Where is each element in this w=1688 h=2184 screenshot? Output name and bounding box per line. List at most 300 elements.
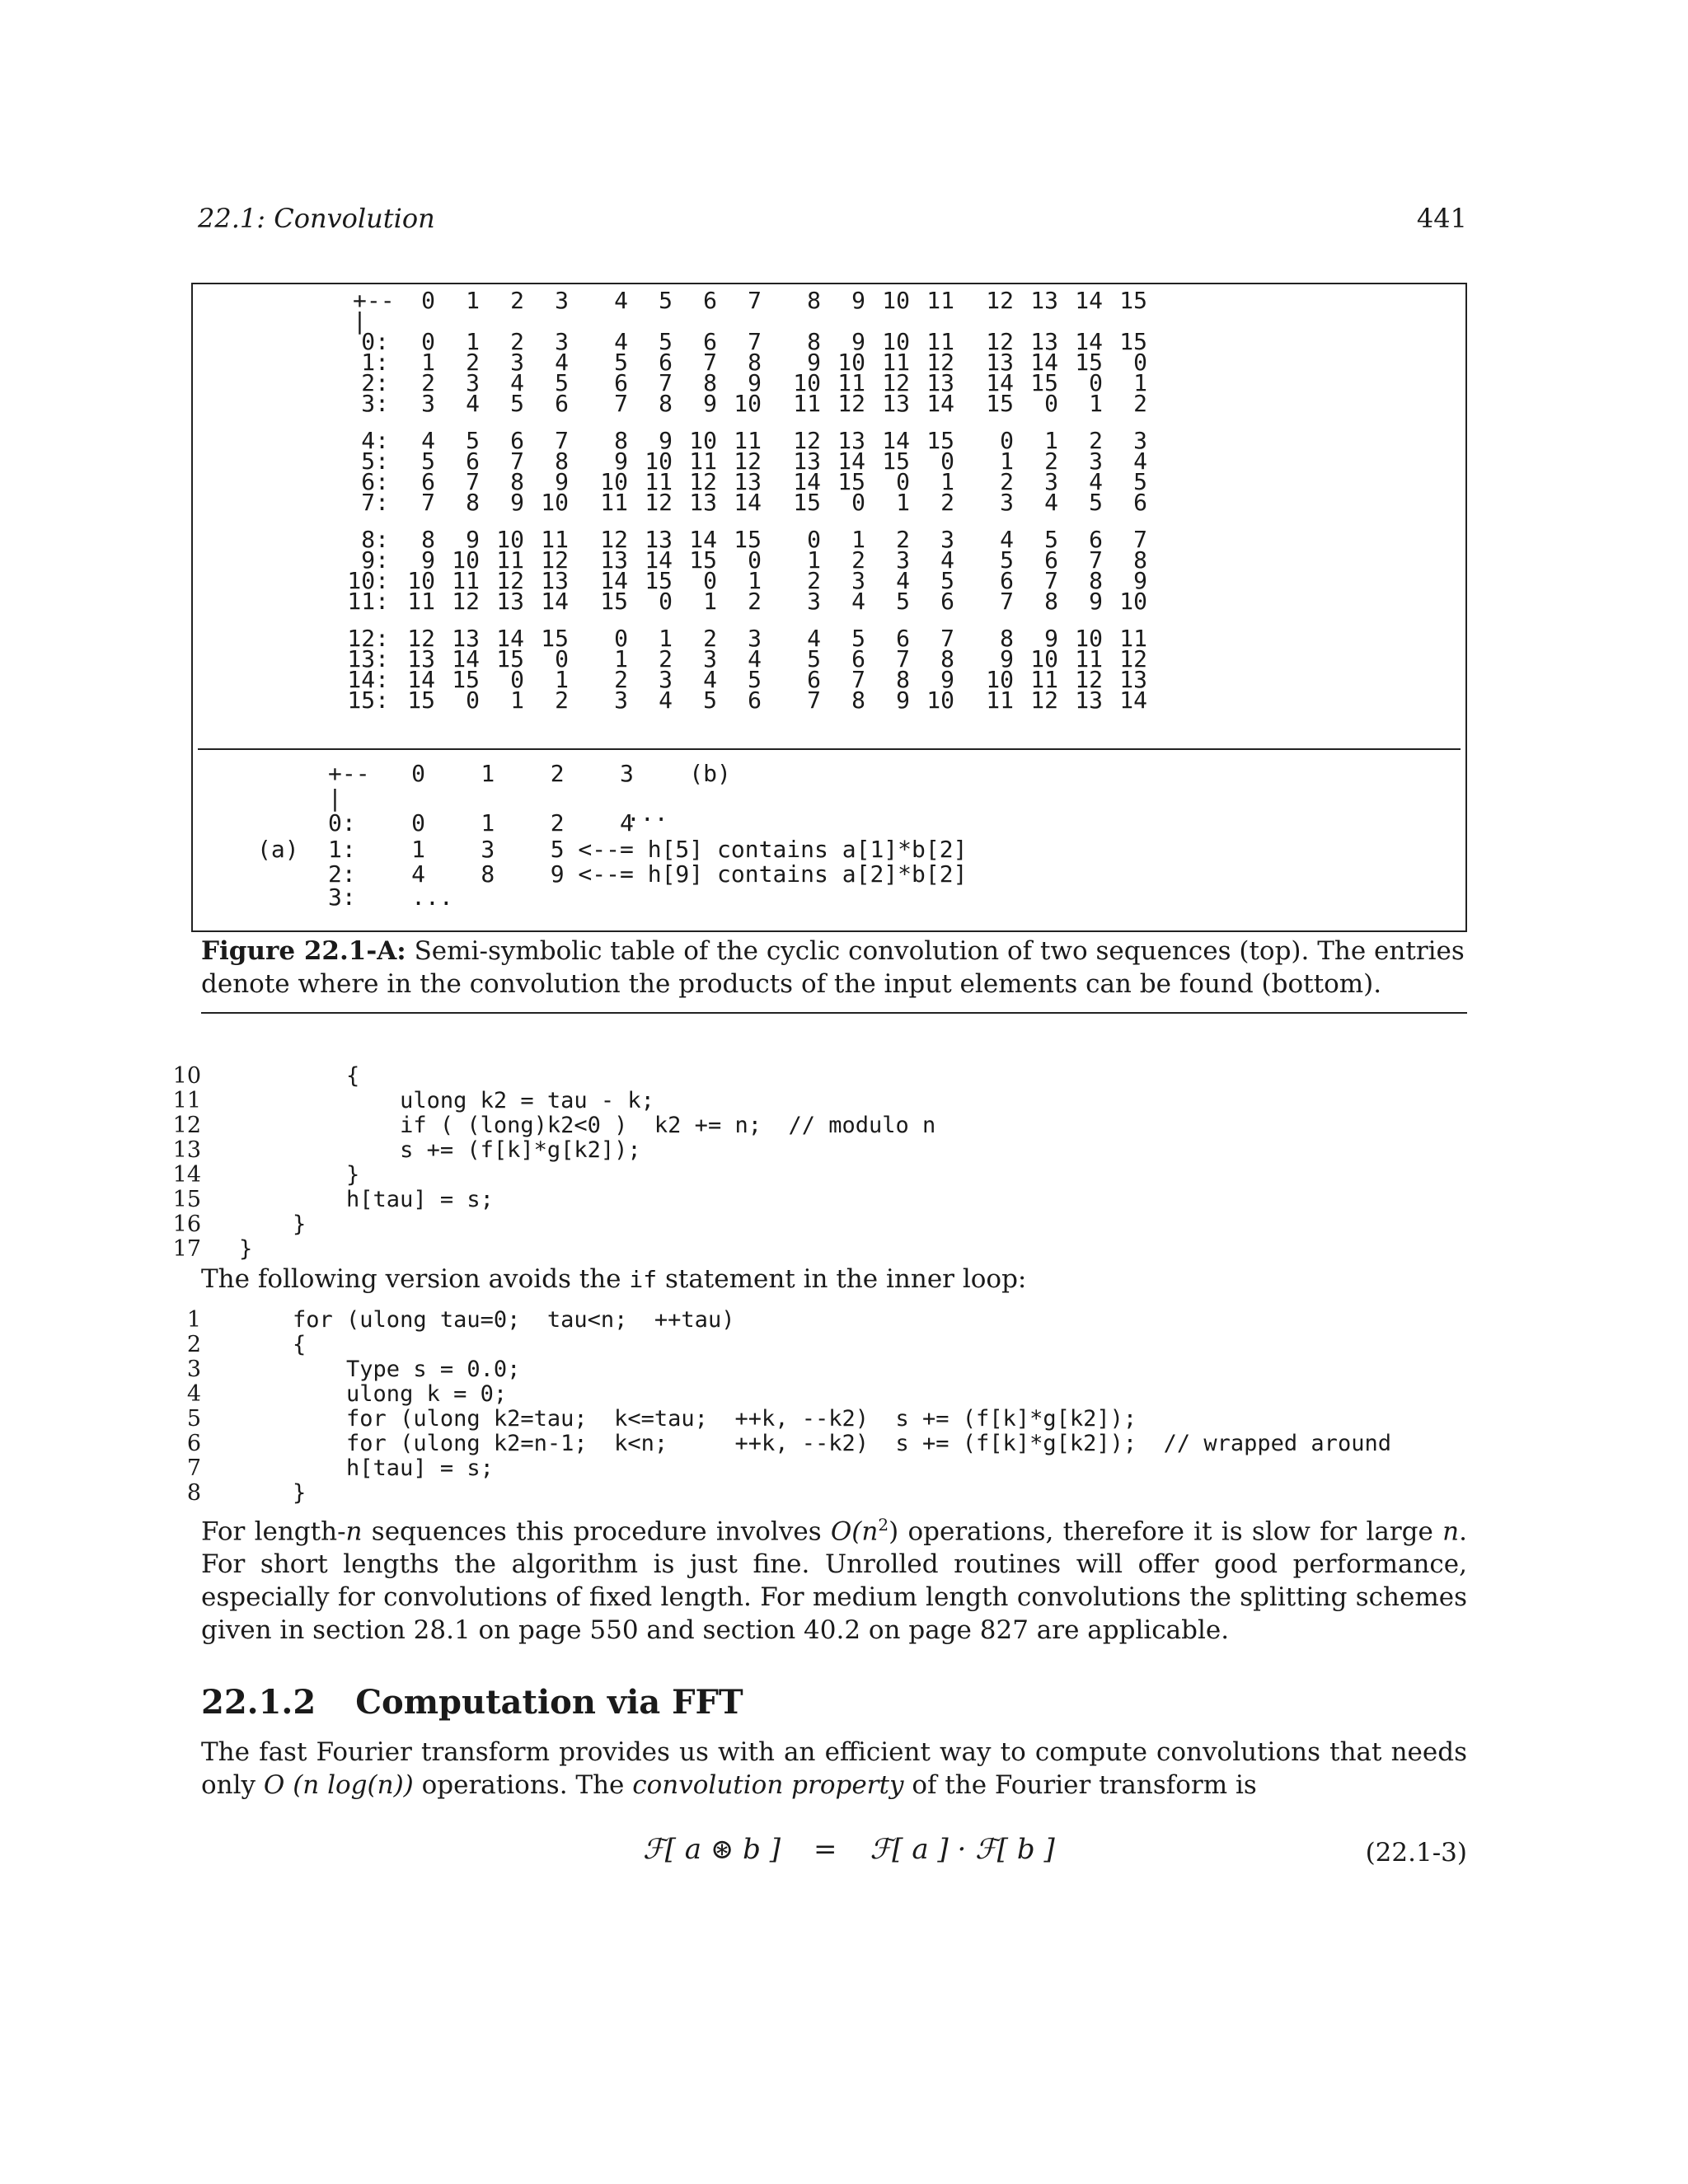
para2-b: sequences this procedure involves	[362, 1516, 831, 1547]
table-cell: 10	[1119, 588, 1147, 615]
caption-label: Figure 22.1-A:	[201, 936, 406, 966]
caption-rule	[201, 1012, 1467, 1014]
table-cell: 2	[748, 588, 762, 615]
table-cell: 5	[555, 369, 569, 396]
line-number: 12	[172, 1113, 201, 1138]
example-row-0: 0: 0 1 2 4	[328, 809, 634, 837]
running-title: 22.1: Convolution	[198, 203, 435, 234]
table-cell: 0	[466, 687, 480, 714]
table-cell: 3	[851, 567, 865, 594]
code-line: ulong k = 0;	[239, 1381, 508, 1407]
table-cell: 8	[421, 526, 435, 553]
column-header: 2	[510, 287, 524, 314]
table-cell: 10	[496, 526, 524, 553]
code-line: ulong k2 = tau - k;	[239, 1088, 654, 1113]
table-cell: 9	[510, 489, 524, 516]
table-cell: 8	[851, 687, 865, 714]
table-cell: 7	[510, 448, 524, 475]
table-cell: 2	[659, 645, 673, 673]
row-label: 11:	[347, 588, 389, 615]
table-cell: 3	[748, 625, 762, 652]
column-header: 0	[421, 287, 435, 314]
table-cell: 0	[1044, 390, 1058, 417]
table-cell: 1	[851, 526, 865, 553]
para3-emphasis: convolution property	[632, 1770, 904, 1800]
table-cell: 12	[407, 625, 435, 652]
table-cell: 14	[1075, 328, 1103, 355]
code-line: if ( (long)k2<0 ) k2 += n; // modulo n	[239, 1113, 936, 1138]
line-number: 11	[172, 1088, 201, 1113]
table-cell: 6	[1133, 489, 1147, 516]
table-cell: 6	[851, 645, 865, 673]
table-cell: 3	[510, 349, 524, 376]
para2-a: For length-	[201, 1516, 346, 1547]
table-cell: 8	[1089, 567, 1103, 594]
code-listing-1	[124, 1063, 1525, 1261]
table-cell: 2	[940, 489, 954, 516]
table-cell: 3	[940, 526, 954, 553]
para2-d: . For short lengths the algorithm is just fine. Unrolled routines will offer good performance, especially for convolutions of fixed length. For medium length convolutions the splitting schemes given in section 28.1 on page 550 and section 40.2 on page 827 are applicable.	[201, 1516, 1467, 1646]
table-cell: 6	[940, 588, 954, 615]
para3-c: of the Fourier transform is	[903, 1770, 1257, 1800]
line-number: 14	[172, 1162, 201, 1188]
column-header: 11	[926, 287, 954, 314]
table-cell: 3	[421, 390, 435, 417]
table-cell: 2	[703, 625, 717, 652]
code-line: Type s = 0.0;	[239, 1357, 521, 1382]
table-cell: 13	[1119, 666, 1147, 693]
table-cell: 5	[851, 625, 865, 652]
table-cell: 1	[1000, 448, 1014, 475]
table-cell: 11	[926, 328, 954, 355]
table-cell: 9	[896, 687, 910, 714]
table-cell: 13	[926, 369, 954, 396]
code-line: }	[239, 1480, 307, 1506]
table-cell: 4	[466, 390, 480, 417]
table-cell: 14	[407, 666, 435, 693]
row-label: 7:	[361, 489, 389, 516]
table-cell: 14	[496, 625, 524, 652]
table-cell: 12	[600, 526, 628, 553]
table-cell: 15	[1075, 349, 1103, 376]
table-cell: 7	[1089, 546, 1103, 574]
table-cell: 3	[1000, 489, 1014, 516]
section-heading	[201, 1683, 743, 1722]
table-cell: 3	[807, 588, 821, 615]
table-cell: 0	[703, 567, 717, 594]
table-cell: 5	[659, 328, 673, 355]
table-cell: 14	[600, 567, 628, 594]
table-cell: 10	[407, 567, 435, 594]
table-cell: 9	[466, 526, 480, 553]
para2-big-o: O(n	[830, 1516, 879, 1547]
table-cell: 14	[837, 448, 865, 475]
row-label: 12:	[347, 625, 389, 652]
column-header: 7	[748, 287, 762, 314]
code-line: for (ulong tau=0; tau<n; ++tau)	[239, 1307, 735, 1333]
row-label: 10:	[347, 567, 389, 594]
table-cell: 0	[659, 588, 673, 615]
table-cell: 6	[748, 687, 762, 714]
line-number: 1	[186, 1307, 201, 1333]
column-header: 12	[986, 287, 1014, 314]
table-cell: 14	[986, 369, 1014, 396]
table-cell: 5	[1089, 489, 1103, 516]
table-cell: 5	[466, 427, 480, 454]
code-line: for (ulong k2=n-1; k<n; ++k, --k2) s += (f[k]*g[k2]); // wrapped around	[239, 1431, 1391, 1456]
row-label: 13:	[347, 645, 389, 673]
convolution-table	[346, 284, 1170, 729]
table-cell: 2	[851, 546, 865, 574]
table-cell: 1	[659, 625, 673, 652]
para2-n1: n	[345, 1516, 363, 1547]
table-cell: 6	[421, 468, 435, 495]
row-label: 0:	[361, 328, 389, 355]
column-header: 5	[659, 287, 673, 314]
table-cell: 2	[510, 328, 524, 355]
line-number: 7	[186, 1455, 201, 1481]
row-label: 2:	[361, 369, 389, 396]
para3-math: O (n log(n))	[263, 1770, 414, 1800]
table-cell: 2	[421, 369, 435, 396]
table-cell: 15	[541, 625, 569, 652]
table-cell: 10	[926, 687, 954, 714]
row-label: 9:	[361, 546, 389, 574]
table-cell: 1	[466, 328, 480, 355]
table-cell: 1	[1133, 369, 1147, 396]
table-cell: 5	[1000, 546, 1014, 574]
table-cell: 2	[896, 526, 910, 553]
table-cell: 15	[837, 468, 865, 495]
table-cell: 8	[1044, 588, 1058, 615]
table-cell: 10	[882, 328, 910, 355]
code-line: {	[239, 1332, 307, 1357]
column-header: 14	[1075, 287, 1103, 314]
table-cell: 12	[882, 369, 910, 396]
line-number: 16	[172, 1212, 201, 1237]
table-cell: 5	[940, 567, 954, 594]
table-cell: 6	[1089, 526, 1103, 553]
table-cell: 9	[555, 468, 569, 495]
column-header: 8	[807, 287, 821, 314]
table-cell: 13	[837, 427, 865, 454]
table-cell: 13	[1075, 687, 1103, 714]
table-cell: 1	[896, 489, 910, 516]
table-cell: 6	[659, 349, 673, 376]
label-a: (a)	[257, 836, 299, 863]
table-cell: 1	[510, 687, 524, 714]
table-cell: 7	[1044, 567, 1058, 594]
table-cell: 4	[1089, 468, 1103, 495]
table-cell: 5	[703, 687, 717, 714]
table-cell: 1	[1089, 390, 1103, 417]
figure-divider	[198, 748, 1461, 750]
table-cell: 7	[659, 369, 673, 396]
table-cell: 4	[510, 369, 524, 396]
table-cell: 7	[896, 645, 910, 673]
table-cell: 4	[748, 645, 762, 673]
table-cell: 13	[452, 625, 480, 652]
table-cell: 15	[645, 567, 673, 594]
table-cell: 11	[793, 390, 821, 417]
row-label: 8:	[361, 526, 389, 553]
column-header: 6	[703, 287, 717, 314]
table-cell: 11	[689, 448, 717, 475]
code-line: {	[239, 1063, 360, 1089]
table-cell: 13	[734, 468, 762, 495]
table-cell: 13	[986, 349, 1014, 376]
table-cell: 10	[689, 427, 717, 454]
line-number: 4	[186, 1381, 201, 1407]
table-cell: 5	[807, 645, 821, 673]
table-cell: 0	[940, 448, 954, 475]
table-cell: 9	[940, 666, 954, 693]
table-cell: 10	[734, 390, 762, 417]
column-header: 15	[1119, 287, 1147, 314]
table-cell: 8	[466, 489, 480, 516]
table-corner: +--	[353, 287, 395, 314]
table-cell: 11	[1119, 625, 1147, 652]
table-cell: 8	[1000, 625, 1014, 652]
table-cell: 12	[452, 588, 480, 615]
table-cell: 11	[452, 567, 480, 594]
equation-rhs: ℱ[ a ] · ℱ[ b ]	[870, 1833, 1055, 1866]
table-cell: 12	[1075, 666, 1103, 693]
table-cell: 2	[555, 687, 569, 714]
table-cell: 3	[896, 546, 910, 574]
line-number: 17	[172, 1236, 201, 1262]
table-cell: 4	[659, 687, 673, 714]
table-cell: 5	[1133, 468, 1147, 495]
table-cell: 4	[1000, 526, 1014, 553]
table-cell: 14	[1030, 349, 1058, 376]
table-cell: 9	[851, 328, 865, 355]
table-cell: 13	[1030, 328, 1058, 355]
table-cell: 1	[614, 645, 628, 673]
row-label: 4:	[361, 427, 389, 454]
table-cell: 2	[1044, 448, 1058, 475]
code-line: for (ulong k2=tau; k<=tau; ++k, --k2) s += (f[k]*g[k2]);	[239, 1406, 1137, 1432]
table-cell: 2	[614, 666, 628, 693]
table-cell: 15	[734, 526, 762, 553]
equation-lhs: ℱ[ a ⊛ b ]	[643, 1833, 781, 1866]
table-cell: 9	[1089, 588, 1103, 615]
table-cell: 15	[496, 645, 524, 673]
table-cell: 9	[614, 448, 628, 475]
table-cell: 10	[541, 489, 569, 516]
table-cell: 4	[555, 349, 569, 376]
table-cell: 14	[452, 645, 480, 673]
table-cell: 12	[1119, 645, 1147, 673]
column-header: 13	[1030, 287, 1058, 314]
table-corner-bar: |	[353, 307, 367, 335]
table-cell: 7	[748, 328, 762, 355]
table-cell: 0	[748, 546, 762, 574]
table-cell: 6	[510, 427, 524, 454]
table-cell: 13	[793, 448, 821, 475]
table-cell: 4	[851, 588, 865, 615]
table-cell: 10	[645, 448, 673, 475]
table-cell: 4	[1044, 489, 1058, 516]
table-cell: 14	[541, 588, 569, 615]
table-cell: 8	[659, 390, 673, 417]
table-cell: 5	[614, 349, 628, 376]
table-cell: 4	[807, 625, 821, 652]
table-cell: 9	[421, 546, 435, 574]
line-number: 10	[172, 1063, 201, 1089]
table-cell: 15	[600, 588, 628, 615]
table-cell: 9	[1044, 625, 1058, 652]
figure-caption	[201, 935, 1467, 1001]
table-cell: 12	[793, 427, 821, 454]
table-cell: 11	[734, 427, 762, 454]
table-cell: 5	[896, 588, 910, 615]
table-cell: 0	[1000, 427, 1014, 454]
table-cell: 12	[734, 448, 762, 475]
code-line: }	[239, 1162, 360, 1188]
equation-number: (22.1-3)	[1365, 1838, 1467, 1868]
table-cell: 1	[703, 588, 717, 615]
table-cell: 6	[896, 625, 910, 652]
table-cell: 9	[1133, 567, 1147, 594]
table-cell: 11	[541, 526, 569, 553]
table-cell: 10	[1075, 625, 1103, 652]
table-cell: 13	[407, 645, 435, 673]
table-cell: 14	[882, 427, 910, 454]
table-cell: 15	[986, 390, 1014, 417]
table-cell: 1	[555, 666, 569, 693]
table-cell: 9	[1000, 645, 1014, 673]
table-cell: 2	[1133, 390, 1147, 417]
table-cell: 15	[407, 687, 435, 714]
column-header: 10	[882, 287, 910, 314]
row-label: 3:	[361, 390, 389, 417]
table-cell: 6	[1044, 546, 1058, 574]
table-cell: 1	[940, 468, 954, 495]
row-label: 14:	[347, 666, 389, 693]
line-number: 2	[186, 1332, 201, 1357]
table-cell: 5	[510, 390, 524, 417]
convolution-example	[239, 758, 1063, 923]
table-cell: 0	[851, 489, 865, 516]
table-cell: 9	[807, 349, 821, 376]
table-cell: 13	[882, 390, 910, 417]
table-cell: 7	[466, 468, 480, 495]
table-cell: 2	[1000, 468, 1014, 495]
table-cell: 14	[1119, 687, 1147, 714]
table-cell: 8	[555, 448, 569, 475]
table-cell: 0	[510, 666, 524, 693]
row-label: 15:	[347, 687, 389, 714]
table-cell: 0	[421, 328, 435, 355]
code-line: h[tau] = s;	[239, 1455, 494, 1481]
example-bar: |	[328, 785, 342, 812]
table-cell: 8	[614, 427, 628, 454]
table-cell: 12	[496, 567, 524, 594]
table-cell: 1	[807, 546, 821, 574]
example-row-3: 3: ...	[328, 883, 453, 911]
example-row-2: 2: 4 8 9 <--= h[9] contains a[2]*b[2]	[328, 860, 968, 888]
table-cell: 3	[659, 666, 673, 693]
table-cell: 10	[1030, 645, 1058, 673]
table-cell: 11	[837, 369, 865, 396]
table-cell: 7	[807, 687, 821, 714]
table-cell: 12	[541, 546, 569, 574]
equation-equals: =	[814, 1833, 837, 1866]
table-cell: 11	[986, 687, 1014, 714]
column-header: 4	[614, 287, 628, 314]
table-cell: 2	[466, 349, 480, 376]
table-cell: 7	[703, 349, 717, 376]
table-cell: 5	[421, 448, 435, 475]
page-number: 441	[1416, 203, 1467, 234]
para1-text-a: The following version avoids the	[201, 1264, 630, 1294]
table-cell: 7	[614, 390, 628, 417]
line-number: 6	[186, 1431, 201, 1456]
table-cell: 7	[940, 625, 954, 652]
table-cell: 0	[1133, 349, 1147, 376]
code-line: h[tau] = s;	[239, 1187, 494, 1212]
table-cell: 15	[452, 666, 480, 693]
table-cell: 11	[882, 349, 910, 376]
table-cell: 11	[496, 546, 524, 574]
table-cell: 11	[600, 489, 628, 516]
table-cell: 0	[896, 468, 910, 495]
table-cell: 14	[689, 526, 717, 553]
table-cell: 15	[926, 427, 954, 454]
table-cell: 5	[1044, 526, 1058, 553]
table-cell: 3	[1044, 468, 1058, 495]
table-cell: 11	[407, 588, 435, 615]
line-number: 3	[186, 1357, 201, 1382]
code-line: }	[239, 1212, 307, 1237]
table-cell: 12	[926, 349, 954, 376]
table-cell: 10	[452, 546, 480, 574]
table-cell: 8	[940, 645, 954, 673]
para2-c: ) operations, therefore it is slow for large	[889, 1516, 1443, 1547]
code-line: s += (f[k]*g[k2]);	[239, 1137, 641, 1163]
table-cell: 4	[940, 546, 954, 574]
table-cell: 3	[1089, 448, 1103, 475]
table-cell: 15	[882, 448, 910, 475]
column-header: 9	[851, 287, 865, 314]
table-cell: 14	[793, 468, 821, 495]
table-cell: 5	[748, 666, 762, 693]
table-cell: 8	[703, 369, 717, 396]
table-cell: 1	[1044, 427, 1058, 454]
paragraph-complexity	[201, 1508, 1467, 1647]
paragraph-if-statement	[201, 1263, 1467, 1296]
table-cell: 6	[807, 666, 821, 693]
code-listing-2	[124, 1307, 1525, 1505]
table-cell: 0	[555, 645, 569, 673]
table-cell: 3	[703, 645, 717, 673]
table-cell: 15	[1030, 369, 1058, 396]
table-cell: 10	[793, 369, 821, 396]
line-number: 8	[186, 1480, 201, 1506]
table-cell: 13	[541, 567, 569, 594]
row-label: 1:	[361, 349, 389, 376]
equation	[643, 1833, 1055, 1866]
table-cell: 8	[1133, 546, 1147, 574]
table-cell: 8	[510, 468, 524, 495]
table-cell: 14	[645, 546, 673, 574]
table-cell: 9	[659, 427, 673, 454]
table-cell: 11	[645, 468, 673, 495]
caption-text: Semi-symbolic table of the cyclic convolution of two sequences (top). The entries denote where in the convolution the products of the input elements can be found (bottom).	[201, 936, 1465, 999]
table-cell: 13	[689, 489, 717, 516]
table-cell: 3	[466, 369, 480, 396]
